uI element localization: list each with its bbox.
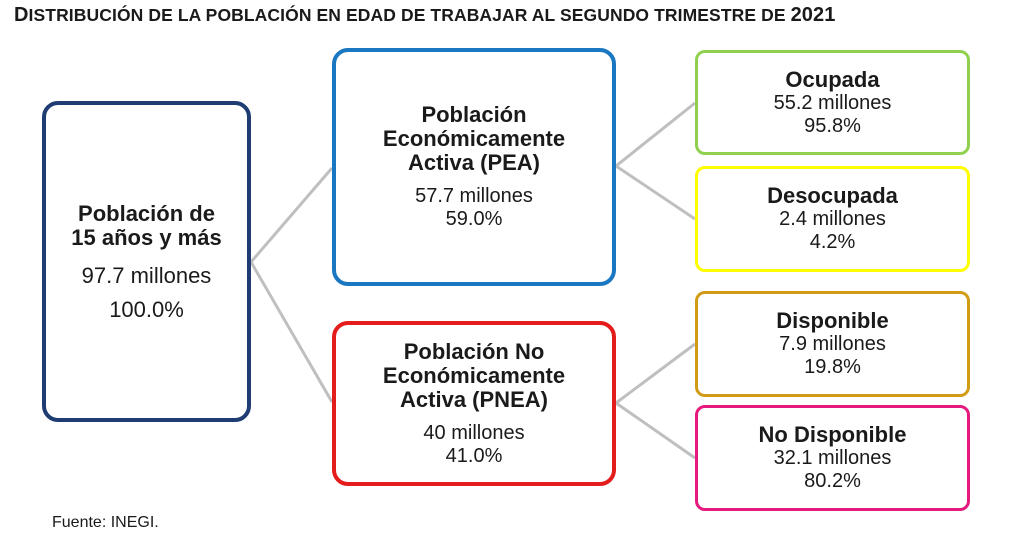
node-label: Desocupada [767,183,898,208]
title-segment: D [14,4,29,26]
node-label: Activa (PEA) [407,150,541,175]
connector-pea-desocupada [616,166,695,219]
connector-pnea-nodisponible [616,403,695,458]
node-label: Población No [403,338,545,364]
node-percent: 41.0% [445,444,503,467]
node-label: Población de [78,200,215,226]
node-no-disponible [695,405,970,511]
node-percent: 19.8% [804,356,861,378]
node-label: Económicamente [382,362,566,388]
connector-pea-ocupada [616,103,695,166]
node-percent: 80.2% [804,470,861,492]
node-label: Activa (PNEA) [400,386,548,412]
node-value: 57.7 millones [415,185,533,207]
node-value: 40 millones [423,421,525,444]
node-total-population [42,101,251,422]
node-value: 97.7 millones [81,262,212,288]
node-value: 32.1 millones [773,447,892,469]
node-pnea [332,321,616,486]
connector-total-pea [251,168,332,262]
source-note: Fuente: INEGI. [52,514,159,531]
node-label: Ocupada [785,66,880,92]
node-value: 55.2 millones [773,91,892,114]
node-percent: 95.8% [804,114,861,137]
node-desocupada [695,166,970,272]
connector-pnea-disponible [616,344,695,403]
connector-total-pnea [251,262,332,402]
node-label: Económicamente [382,126,566,151]
node-value: 2.4 millones [779,208,886,230]
node-label: 15 años y más [71,224,222,250]
node-ocupada [695,50,970,155]
title-segment: 2021 [790,4,836,26]
node-percent: 4.2% [809,231,856,253]
title-segment: ISTRIBUCIÓN DE LA POBLACIÓN EN EDAD DE TRABAJAR AL SEGUNDO TRIMESTRE DE [28,5,791,25]
node-label: No Disponible [758,422,907,447]
node-percent: 59.0% [445,208,503,230]
node-pea [332,48,616,286]
node-disponible [695,291,970,397]
node-label: Disponible [776,308,889,333]
node-value: 7.9 millones [779,333,886,355]
node-label: Población [421,102,527,127]
node-percent: 100.0% [109,296,184,322]
